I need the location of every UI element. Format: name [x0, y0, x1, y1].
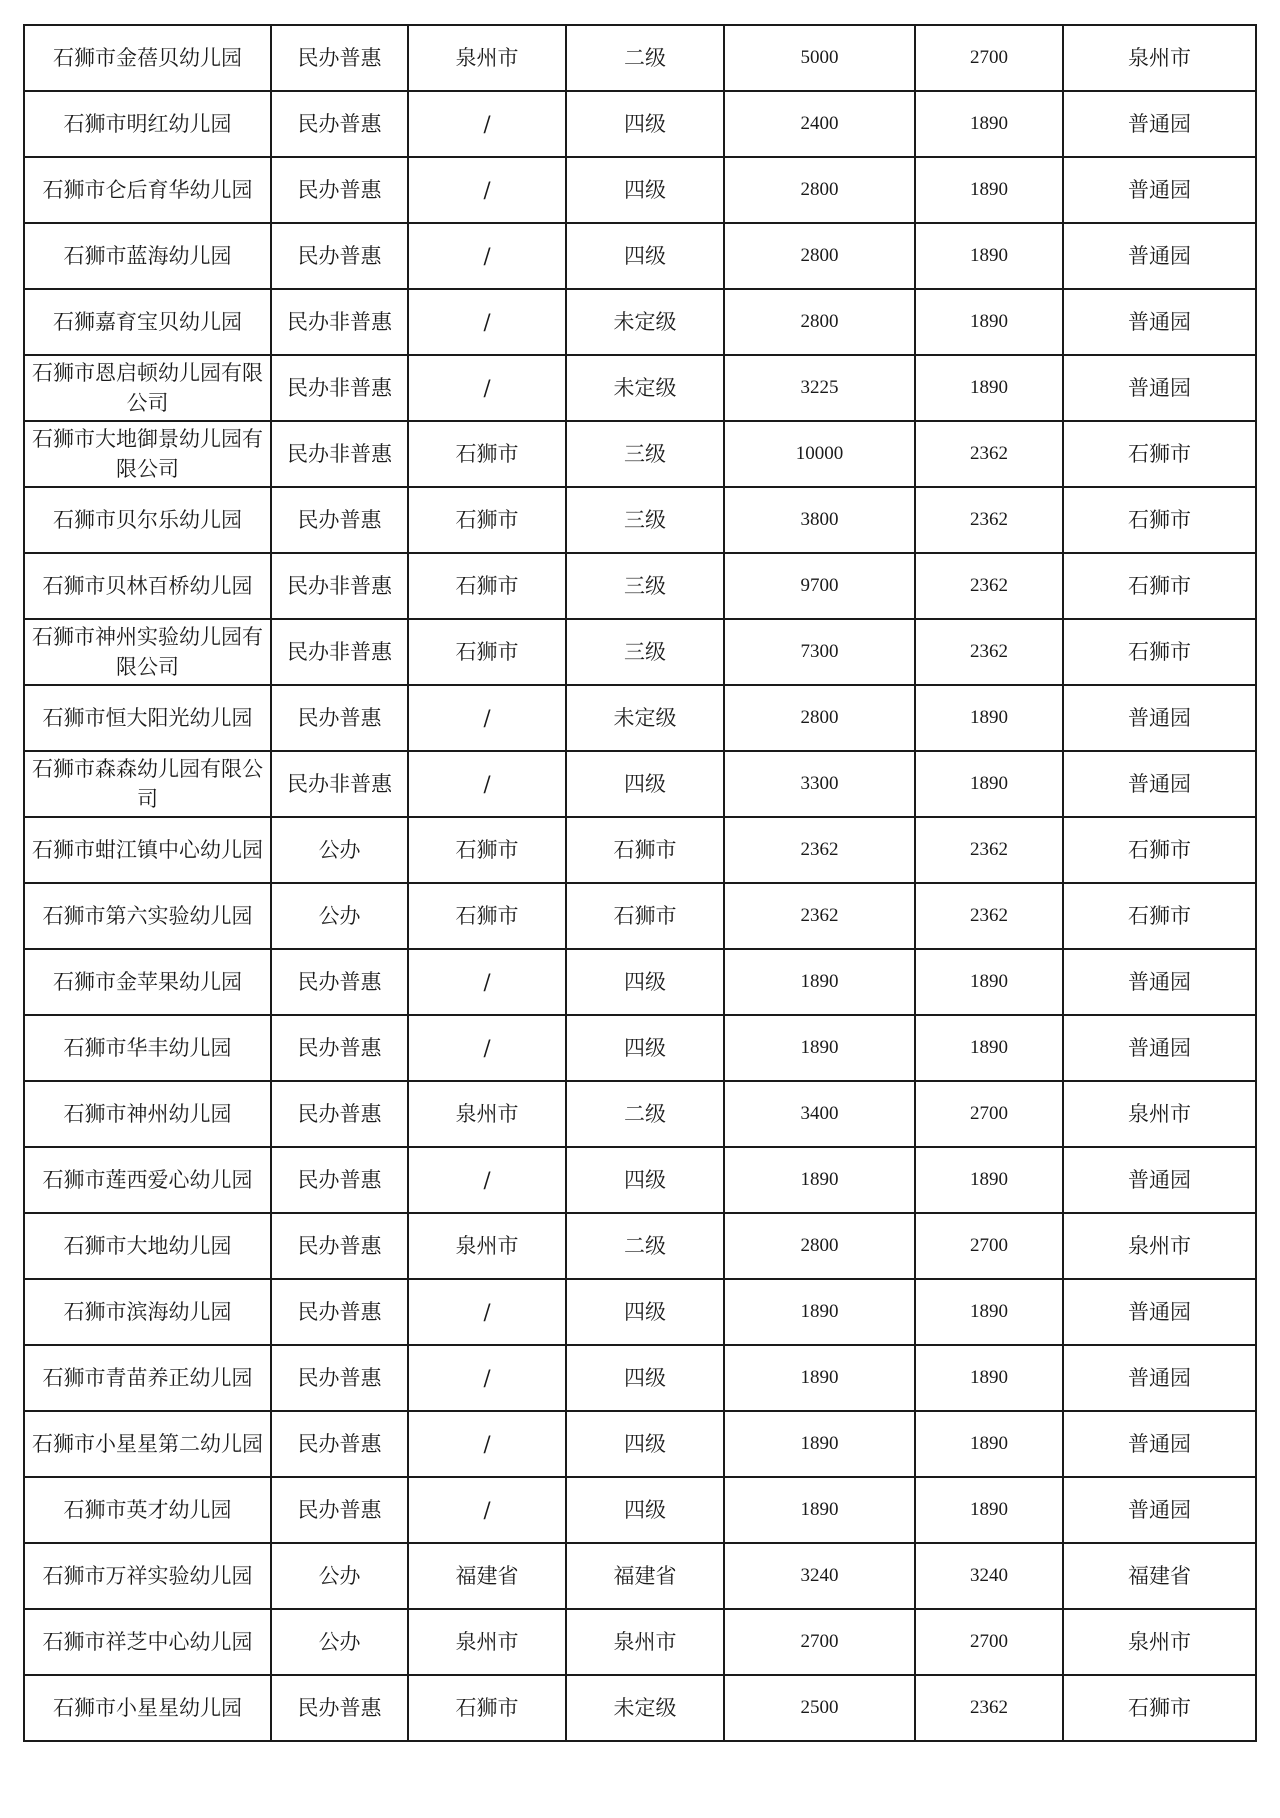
school-type-cell: 民办普惠	[271, 1213, 408, 1279]
school-type-cell: 民办非普惠	[271, 355, 408, 421]
category-cell: 普通园	[1063, 157, 1256, 223]
benchmark-fee-cell: 2362	[915, 817, 1063, 883]
fee-standard-cell: 3240	[724, 1543, 915, 1609]
benchmark-fee-cell: 1890	[915, 157, 1063, 223]
grade-level-cell: 四级	[566, 1477, 724, 1543]
kindergarten-name-cell: 石狮市第六实验幼儿园	[24, 883, 271, 949]
fee-standard-cell: 1890	[724, 1477, 915, 1543]
table-row	[24, 25, 1256, 91]
grade-level-cell: 四级	[566, 1411, 724, 1477]
fee-standard-cell: 2362	[724, 883, 915, 949]
grade-level-cell: 泉州市	[566, 1609, 724, 1675]
kindergarten-name-cell: 石狮市英才幼儿园	[24, 1477, 271, 1543]
kindergarten-name-cell: 石狮市金蓓贝幼儿园	[24, 25, 271, 91]
table-row	[24, 1609, 1256, 1675]
grade-level-cell: 四级	[566, 223, 724, 289]
fee-standard-cell: 1890	[724, 949, 915, 1015]
school-type-cell: 民办普惠	[271, 487, 408, 553]
rating-authority-cell: /	[408, 91, 566, 157]
table-row	[24, 223, 1256, 289]
benchmark-fee-cell: 2700	[915, 25, 1063, 91]
kindergarten-name-cell: 石狮市神州实验幼儿园有限公司	[24, 619, 271, 685]
rating-authority-cell: /	[408, 289, 566, 355]
category-cell: 普通园	[1063, 685, 1256, 751]
grade-level-cell: 二级	[566, 1213, 724, 1279]
school-type-cell: 民办非普惠	[271, 553, 408, 619]
table-row	[24, 355, 1256, 421]
fee-standard-cell: 9700	[724, 553, 915, 619]
table-row	[24, 1015, 1256, 1081]
kindergarten-name-cell: 石狮市恩启顿幼儿园有限公司	[24, 355, 271, 421]
table-row	[24, 421, 1256, 487]
fee-standard-cell: 3300	[724, 751, 915, 817]
rating-authority-cell: 福建省	[408, 1543, 566, 1609]
benchmark-fee-cell: 2700	[915, 1609, 1063, 1675]
kindergarten-name-cell: 石狮市大地御景幼儿园有限公司	[24, 421, 271, 487]
kindergarten-name-cell: 石狮市蓝海幼儿园	[24, 223, 271, 289]
school-type-cell: 民办普惠	[271, 685, 408, 751]
fee-standard-cell: 2800	[724, 685, 915, 751]
fee-standard-cell: 3800	[724, 487, 915, 553]
grade-level-cell: 未定级	[566, 355, 724, 421]
fee-standard-cell: 2400	[724, 91, 915, 157]
rating-authority-cell: /	[408, 223, 566, 289]
kindergarten-name-cell: 石狮市贝林百桥幼儿园	[24, 553, 271, 619]
kindergarten-name-cell: 石狮市大地幼儿园	[24, 1213, 271, 1279]
category-cell: 石狮市	[1063, 817, 1256, 883]
grade-level-cell: 未定级	[566, 1675, 724, 1741]
fee-standard-cell: 3225	[724, 355, 915, 421]
grade-level-cell: 四级	[566, 751, 724, 817]
benchmark-fee-cell: 1890	[915, 223, 1063, 289]
category-cell: 普通园	[1063, 91, 1256, 157]
kindergarten-name-cell: 石狮市小星星第二幼儿园	[24, 1411, 271, 1477]
table-row	[24, 157, 1256, 223]
kindergarten-name-cell: 石狮市森森幼儿园有限公司	[24, 751, 271, 817]
rating-authority-cell: 石狮市	[408, 421, 566, 487]
grade-level-cell: 三级	[566, 553, 724, 619]
rating-authority-cell: /	[408, 751, 566, 817]
grade-level-cell: 石狮市	[566, 883, 724, 949]
kindergarten-name-cell: 石狮市青苗养正幼儿园	[24, 1345, 271, 1411]
fee-standard-cell: 5000	[724, 25, 915, 91]
school-type-cell: 民办普惠	[271, 1477, 408, 1543]
category-cell: 泉州市	[1063, 1081, 1256, 1147]
school-type-cell: 民办非普惠	[271, 619, 408, 685]
rating-authority-cell: 石狮市	[408, 1675, 566, 1741]
rating-authority-cell: 泉州市	[408, 25, 566, 91]
grade-level-cell: 四级	[566, 949, 724, 1015]
category-cell: 石狮市	[1063, 1675, 1256, 1741]
benchmark-fee-cell: 2362	[915, 1675, 1063, 1741]
school-type-cell: 民办普惠	[271, 1081, 408, 1147]
table-row	[24, 1279, 1256, 1345]
school-type-cell: 民办普惠	[271, 91, 408, 157]
school-type-cell: 民办非普惠	[271, 421, 408, 487]
category-cell: 普通园	[1063, 1279, 1256, 1345]
school-type-cell: 民办普惠	[271, 1015, 408, 1081]
fee-standard-cell: 2500	[724, 1675, 915, 1741]
school-type-cell: 民办普惠	[271, 157, 408, 223]
rating-authority-cell: /	[408, 1345, 566, 1411]
kindergarten-name-cell: 石狮市恒大阳光幼儿园	[24, 685, 271, 751]
benchmark-fee-cell: 1890	[915, 949, 1063, 1015]
kindergarten-name-cell: 石狮市万祥实验幼儿园	[24, 1543, 271, 1609]
kindergarten-name-cell: 石狮市仑后育华幼儿园	[24, 157, 271, 223]
fee-standard-cell: 2362	[724, 817, 915, 883]
benchmark-fee-cell: 1890	[915, 91, 1063, 157]
rating-authority-cell: /	[408, 1411, 566, 1477]
rating-authority-cell: /	[408, 1279, 566, 1345]
grade-level-cell: 四级	[566, 91, 724, 157]
grade-level-cell: 二级	[566, 25, 724, 91]
category-cell: 普通园	[1063, 949, 1256, 1015]
table-row	[24, 1675, 1256, 1741]
school-type-cell: 民办普惠	[271, 1411, 408, 1477]
table-row	[24, 619, 1256, 685]
rating-authority-cell: 泉州市	[408, 1081, 566, 1147]
rating-authority-cell: 石狮市	[408, 487, 566, 553]
table-row	[24, 1477, 1256, 1543]
kindergarten-name-cell: 石狮市滨海幼儿园	[24, 1279, 271, 1345]
fee-standard-cell: 3400	[724, 1081, 915, 1147]
grade-level-cell: 未定级	[566, 289, 724, 355]
school-type-cell: 民办非普惠	[271, 751, 408, 817]
school-type-cell: 公办	[271, 1543, 408, 1609]
benchmark-fee-cell: 2362	[915, 883, 1063, 949]
school-type-cell: 民办普惠	[271, 949, 408, 1015]
grade-level-cell: 福建省	[566, 1543, 724, 1609]
grade-level-cell: 未定级	[566, 685, 724, 751]
rating-authority-cell: 泉州市	[408, 1609, 566, 1675]
kindergarten-name-cell: 石狮市华丰幼儿园	[24, 1015, 271, 1081]
fee-standard-cell: 2800	[724, 223, 915, 289]
rating-authority-cell: 石狮市	[408, 553, 566, 619]
benchmark-fee-cell: 2362	[915, 487, 1063, 553]
grade-level-cell: 四级	[566, 1279, 724, 1345]
table-row	[24, 553, 1256, 619]
grade-level-cell: 二级	[566, 1081, 724, 1147]
fee-standard-cell: 1890	[724, 1411, 915, 1477]
grade-level-cell: 四级	[566, 1015, 724, 1081]
benchmark-fee-cell: 2362	[915, 553, 1063, 619]
table-row	[24, 1081, 1256, 1147]
grade-level-cell: 三级	[566, 421, 724, 487]
rating-authority-cell: /	[408, 685, 566, 751]
table-row	[24, 487, 1256, 553]
benchmark-fee-cell: 2362	[915, 421, 1063, 487]
category-cell: 普通园	[1063, 289, 1256, 355]
school-type-cell: 公办	[271, 1609, 408, 1675]
grade-level-cell: 四级	[566, 1147, 724, 1213]
benchmark-fee-cell: 1890	[915, 1477, 1063, 1543]
grade-level-cell: 三级	[566, 487, 724, 553]
table-row	[24, 817, 1256, 883]
school-type-cell: 民办普惠	[271, 1279, 408, 1345]
rating-authority-cell: 石狮市	[408, 883, 566, 949]
kindergarten-name-cell: 石狮嘉育宝贝幼儿园	[24, 289, 271, 355]
grade-level-cell: 三级	[566, 619, 724, 685]
grade-level-cell: 四级	[566, 157, 724, 223]
fee-standard-cell: 1890	[724, 1147, 915, 1213]
kindergarten-name-cell: 石狮市小星星幼儿园	[24, 1675, 271, 1741]
benchmark-fee-cell: 1890	[915, 1411, 1063, 1477]
category-cell: 普通园	[1063, 1147, 1256, 1213]
kindergarten-name-cell: 石狮市莲西爱心幼儿园	[24, 1147, 271, 1213]
benchmark-fee-cell: 1890	[915, 1345, 1063, 1411]
table-row	[24, 91, 1256, 157]
kindergarten-name-cell: 石狮市蚶江镇中心幼儿园	[24, 817, 271, 883]
kindergarten-name-cell: 石狮市神州幼儿园	[24, 1081, 271, 1147]
benchmark-fee-cell: 2700	[915, 1213, 1063, 1279]
table-body	[24, 25, 1256, 1741]
category-cell: 石狮市	[1063, 883, 1256, 949]
fee-standard-cell: 2800	[724, 157, 915, 223]
benchmark-fee-cell: 2362	[915, 619, 1063, 685]
rating-authority-cell: /	[408, 355, 566, 421]
category-cell: 普通园	[1063, 223, 1256, 289]
fee-standard-cell: 1890	[724, 1279, 915, 1345]
rating-authority-cell: 泉州市	[408, 1213, 566, 1279]
category-cell: 福建省	[1063, 1543, 1256, 1609]
kindergarten-name-cell: 石狮市金苹果幼儿园	[24, 949, 271, 1015]
rating-authority-cell: /	[408, 949, 566, 1015]
table-row	[24, 1345, 1256, 1411]
rating-authority-cell: /	[408, 1147, 566, 1213]
rating-authority-cell: /	[408, 157, 566, 223]
table-row	[24, 289, 1256, 355]
kindergarten-fee-table	[23, 24, 1257, 1742]
benchmark-fee-cell: 1890	[915, 1015, 1063, 1081]
table-row	[24, 1411, 1256, 1477]
fee-standard-cell: 7300	[724, 619, 915, 685]
kindergarten-name-cell: 石狮市贝尔乐幼儿园	[24, 487, 271, 553]
rating-authority-cell: 石狮市	[408, 619, 566, 685]
fee-standard-cell: 1890	[724, 1015, 915, 1081]
benchmark-fee-cell: 1890	[915, 355, 1063, 421]
table-row	[24, 751, 1256, 817]
school-type-cell: 民办普惠	[271, 1147, 408, 1213]
category-cell: 泉州市	[1063, 1609, 1256, 1675]
kindergarten-name-cell: 石狮市明红幼儿园	[24, 91, 271, 157]
table-row	[24, 949, 1256, 1015]
fee-standard-cell: 2800	[724, 289, 915, 355]
table-row	[24, 883, 1256, 949]
school-type-cell: 民办普惠	[271, 1675, 408, 1741]
category-cell: 石狮市	[1063, 619, 1256, 685]
table-row	[24, 1543, 1256, 1609]
grade-level-cell: 石狮市	[566, 817, 724, 883]
category-cell: 普通园	[1063, 1015, 1256, 1081]
category-cell: 普通园	[1063, 1411, 1256, 1477]
benchmark-fee-cell: 3240	[915, 1543, 1063, 1609]
fee-standard-cell: 10000	[724, 421, 915, 487]
fee-standard-cell: 2700	[724, 1609, 915, 1675]
category-cell: 普通园	[1063, 1477, 1256, 1543]
fee-standard-cell: 1890	[724, 1345, 915, 1411]
category-cell: 泉州市	[1063, 1213, 1256, 1279]
category-cell: 石狮市	[1063, 553, 1256, 619]
benchmark-fee-cell: 1890	[915, 1279, 1063, 1345]
table-row	[24, 1213, 1256, 1279]
benchmark-fee-cell: 2700	[915, 1081, 1063, 1147]
grade-level-cell: 四级	[566, 1345, 724, 1411]
kindergarten-name-cell: 石狮市祥芝中心幼儿园	[24, 1609, 271, 1675]
category-cell: 石狮市	[1063, 421, 1256, 487]
school-type-cell: 民办非普惠	[271, 289, 408, 355]
rating-authority-cell: /	[408, 1477, 566, 1543]
table-row	[24, 685, 1256, 751]
category-cell: 泉州市	[1063, 25, 1256, 91]
category-cell: 普通园	[1063, 355, 1256, 421]
benchmark-fee-cell: 1890	[915, 289, 1063, 355]
school-type-cell: 公办	[271, 817, 408, 883]
benchmark-fee-cell: 1890	[915, 685, 1063, 751]
table-row	[24, 1147, 1256, 1213]
school-type-cell: 民办普惠	[271, 1345, 408, 1411]
fee-standard-cell: 2800	[724, 1213, 915, 1279]
school-type-cell: 公办	[271, 883, 408, 949]
category-cell: 普通园	[1063, 1345, 1256, 1411]
benchmark-fee-cell: 1890	[915, 1147, 1063, 1213]
category-cell: 普通园	[1063, 751, 1256, 817]
rating-authority-cell: /	[408, 1015, 566, 1081]
school-type-cell: 民办普惠	[271, 25, 408, 91]
school-type-cell: 民办普惠	[271, 223, 408, 289]
rating-authority-cell: 石狮市	[408, 817, 566, 883]
benchmark-fee-cell: 1890	[915, 751, 1063, 817]
category-cell: 石狮市	[1063, 487, 1256, 553]
